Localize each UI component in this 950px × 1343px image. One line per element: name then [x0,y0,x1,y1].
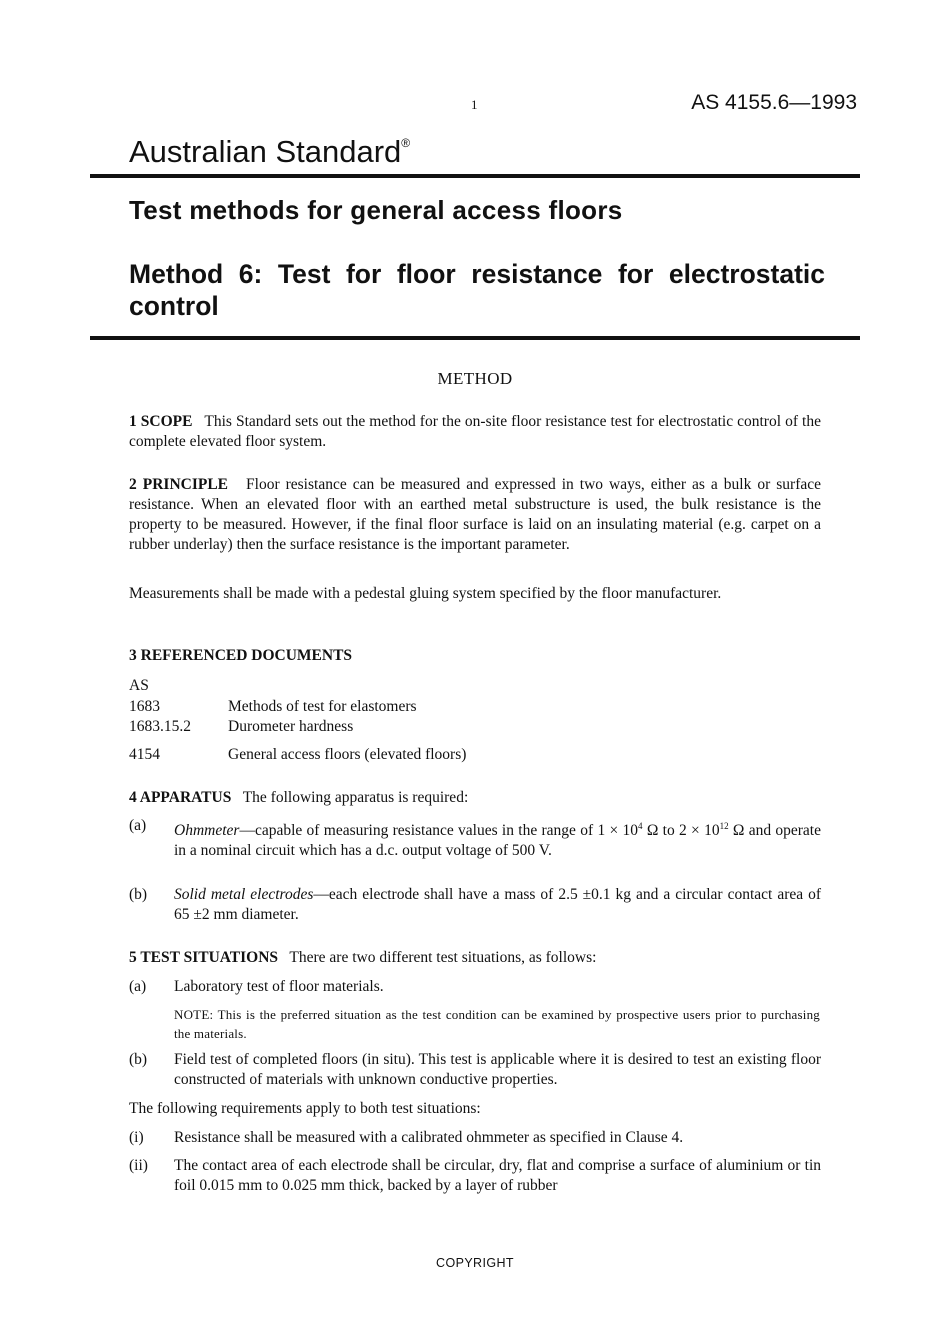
scope-paragraph [129,412,821,452]
situations-paragraph [129,948,821,968]
item-text: Field test of completed floors (in situ). This test is applicable where it is desired to test an existing floor constructed of materials with unknown conductive properties. [174,1051,821,1088]
reference-row [129,697,417,717]
situations-text: There are two different test situations, as follows: [289,949,597,966]
item-label: (b) [129,1051,148,1068]
references-heading: 3 REFERENCED DOCUMENTS [129,647,353,664]
principle-text: Floor resistance can be measured and expressed in two ways, either as a bulk or surface resistance. When an elevated floor with an earthed metal substructure is used, the bulk resistance is the property to be measured. However, if the final floor surface is laid on an insulating material (e.g. carpet on a rubber underlay) then the surface resistance is the important parameter. [129,476,822,553]
reference-code: 4154 [129,746,160,763]
page-number: 1 [471,97,478,112]
item-text-part: Ω and operate in a nominal circuit which has a d.c. output voltage of 500 V. [174,822,821,860]
apparatus-paragraph [129,788,821,808]
principle-paragraph [129,475,821,555]
scope-heading: 1 SCOPE [129,413,193,430]
reference-title: General access floors (elevated floors) [228,746,467,763]
situations-heading: 5 TEST SITUATIONS [129,949,279,966]
principle-paragraph-2: Measurements shall be made with a pedestal gluing system specified by the floor manufacturer. [129,585,722,602]
item-label: (b) [129,886,148,903]
item-text: Laboratory test of floor materials. [174,978,384,995]
note: NOTE: This is the preferred situation as the test condition can be examined by prospective users prior to purchasing the materials. [174,1007,820,1041]
item-label: (i) [129,1129,144,1146]
item-text: Resistance shall be measured with a calibrated ohmmeter as specified in Clause 4. [174,1129,684,1146]
requirements-intro: The following requirements apply to both test situations: [129,1100,481,1117]
item-text-part: —capable of measuring resistance values in the range of 1 × 10 [239,822,639,840]
reference-code: 1683.15.2 [129,718,191,735]
item-text [174,885,821,925]
references-prefix: AS [129,677,149,694]
bottom-rule [90,336,860,340]
situation-item-b [129,1050,821,1090]
document-title: Test methods for general access floors [129,195,623,225]
item-label: (ii) [129,1157,148,1174]
reference-title: Methods of test for elastomers [228,698,417,715]
requirement-item-ii [129,1156,821,1196]
item-text: The contact area of each electrode shall be circular, dry, flat and comprise a surface of aluminium or tin foil 0.015 mm to 0.025 mm thick, backed by a layer of rubber [174,1157,821,1194]
section-heading: METHOD [437,369,513,388]
requirement-item-i [129,1128,821,1148]
item-label: (a) [129,817,147,834]
item-text [174,816,821,861]
copyright-footer: COPYRIGHT [436,1256,514,1270]
method-title: Method 6: Test for floor resistance for electrostatic control [129,259,825,321]
reference-row [129,717,353,737]
item-label: (a) [129,978,147,995]
principle-heading: 2 PRINCIPLE [129,476,229,493]
exponent: 4 [638,821,643,831]
reference-code: 1683 [129,698,160,715]
references-heading-row [129,646,821,666]
situation-item-a [129,977,821,997]
top-rule [90,174,860,178]
apparatus-heading: 4 APPARATUS [129,789,232,806]
reference-title: Durometer hardness [228,718,354,735]
item-text-part: Ω to 2 × 10 [642,822,720,840]
exponent: 12 [719,821,729,831]
ohmmeter-term: Ohmmeter [174,822,240,840]
reference-row [129,745,466,765]
scope-text: This Standard sets out the method for the on-site floor resistance test for electrostatic control of the complete elevated floor system. [129,413,821,450]
brand-text: Australian Standard [129,134,402,169]
electrodes-term: Solid metal electrodes [174,886,314,903]
apparatus-text: The following apparatus is required: [242,789,469,806]
apparatus-item-a [129,816,821,861]
item-text-part: —each electrode shall have a mass of 2.5 ±0.1 kg and a circular contact area of 65 ±2 mm diameter. [174,886,822,923]
apparatus-item-b [129,885,821,925]
brand-title [129,134,410,170]
registered-mark: ® [401,135,411,150]
standard-number: AS 4155.6—1993 [691,91,857,114]
